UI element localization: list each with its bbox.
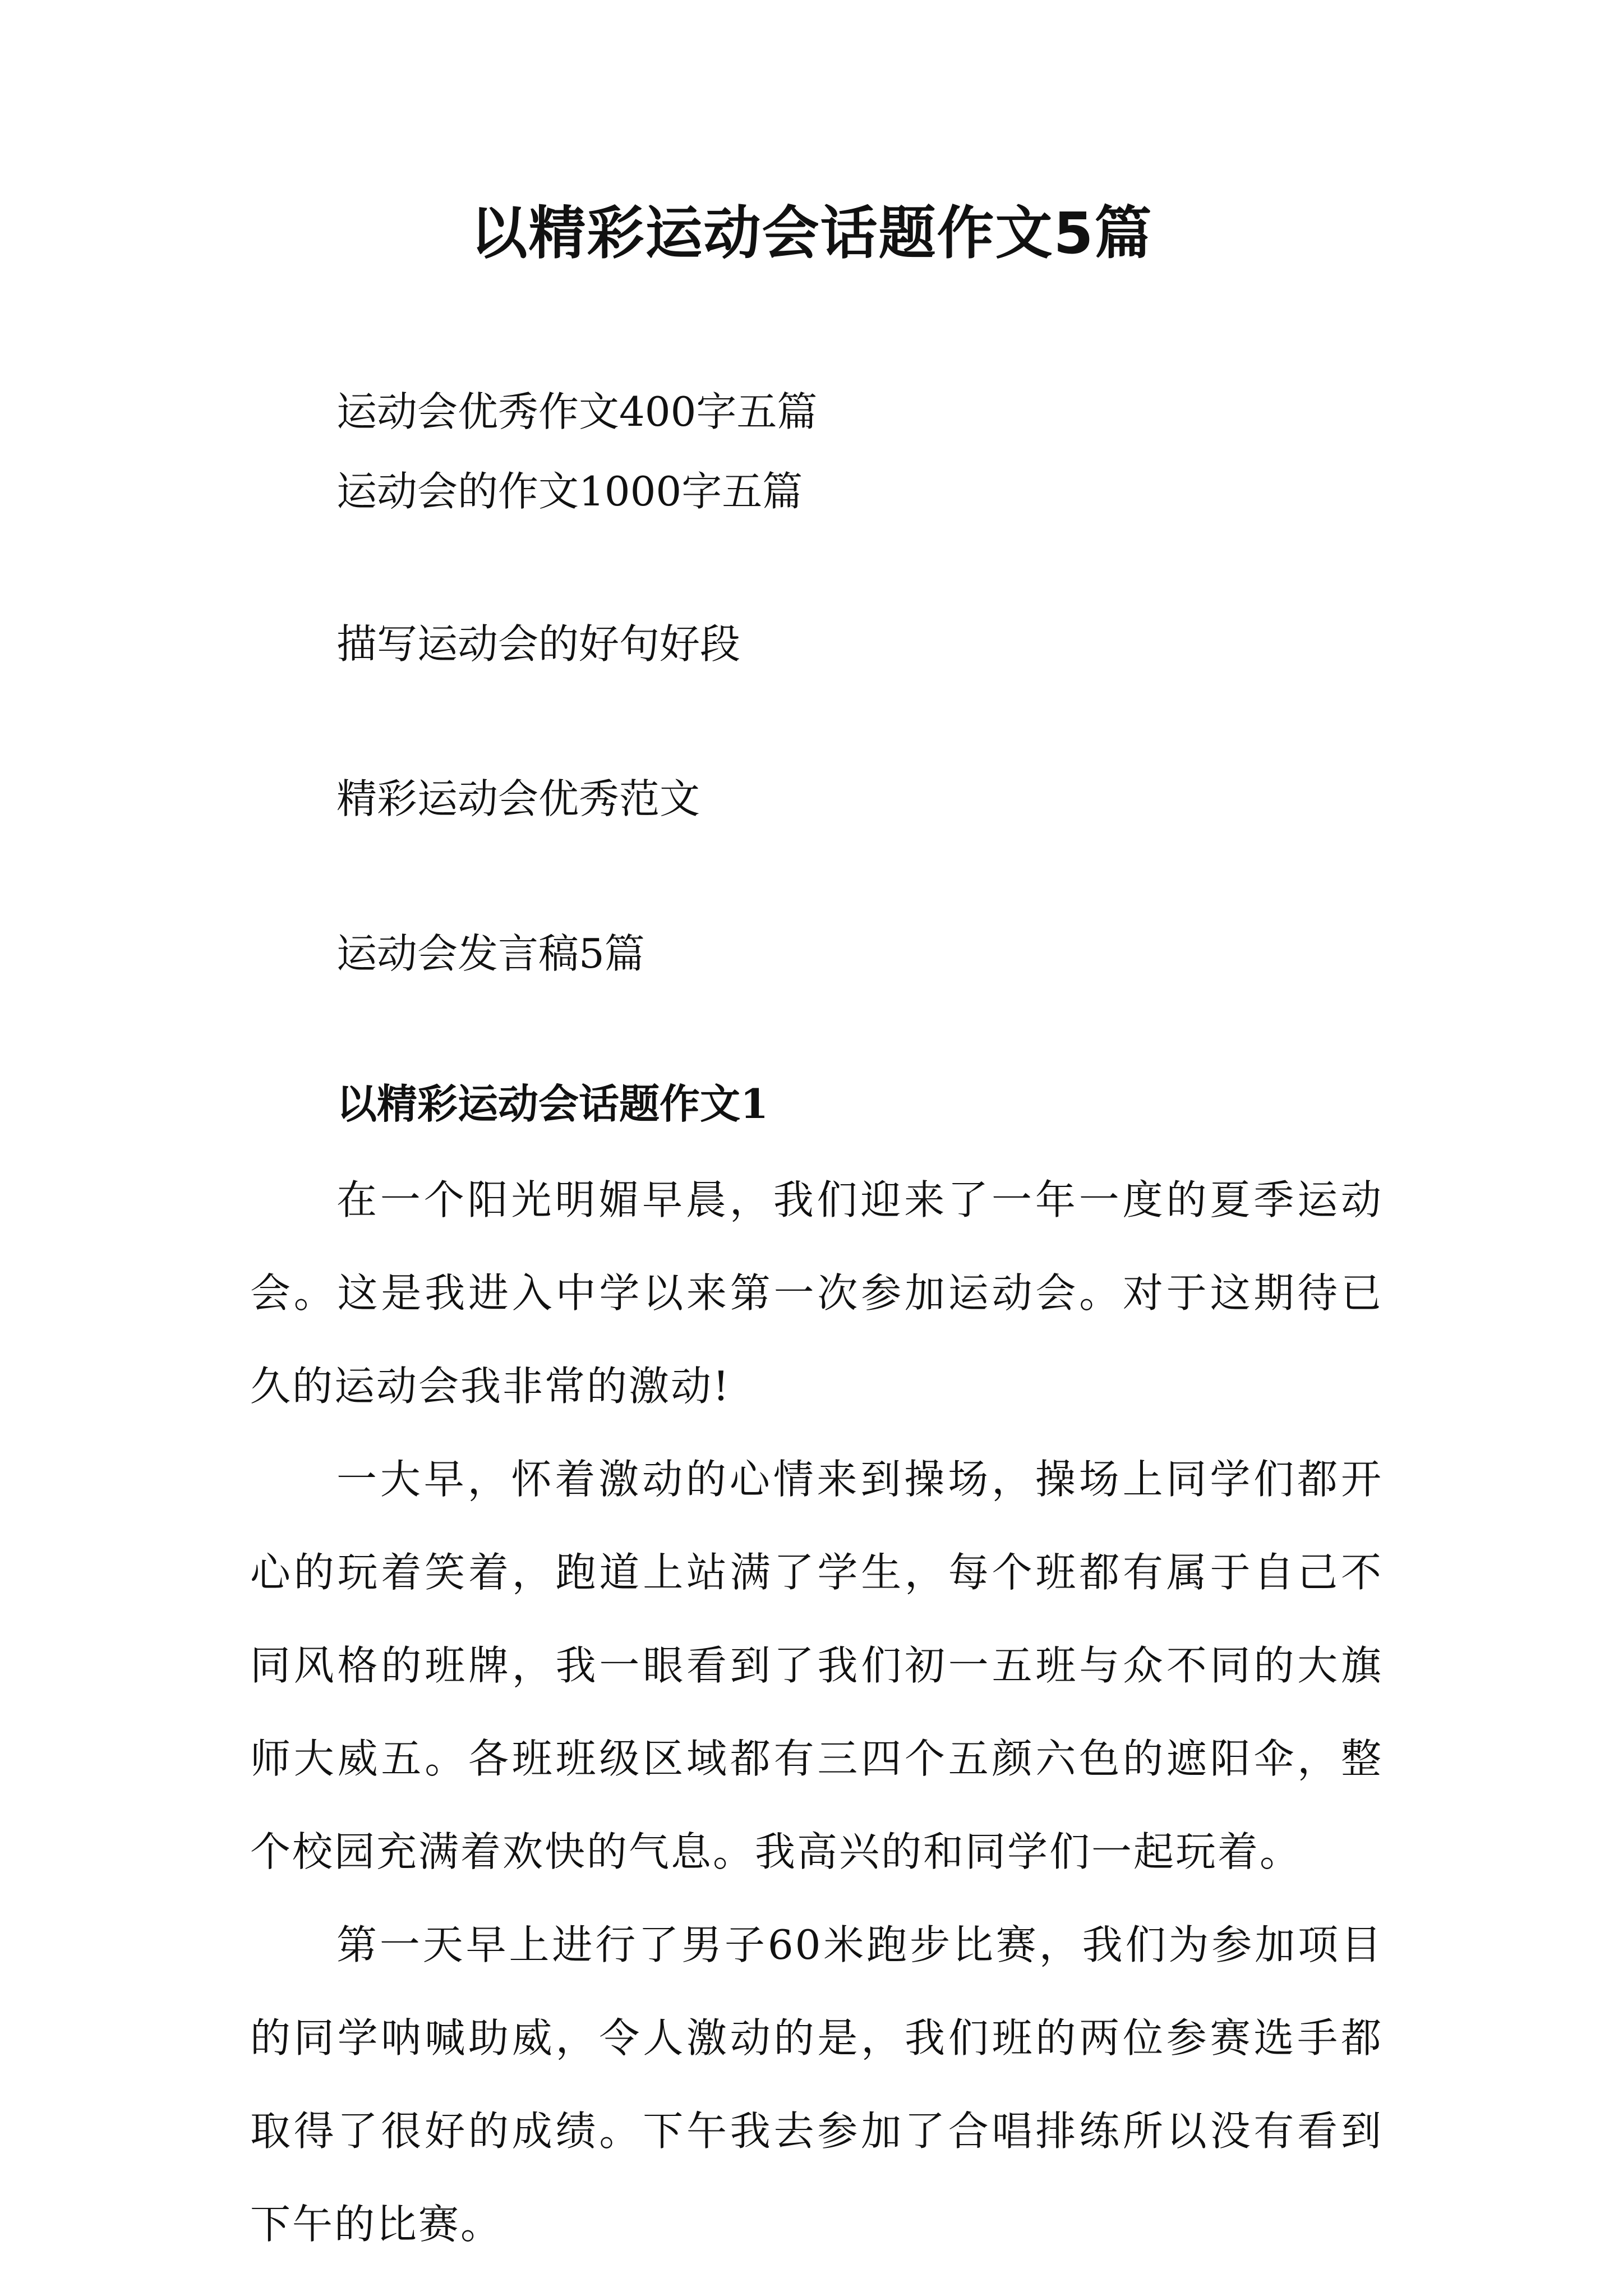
related-link-3[interactable]: 描写运动会的好句好段 bbox=[336, 620, 741, 668]
related-link-4[interactable]: 精彩运动会优秀范文 bbox=[336, 775, 700, 822]
related-link-1[interactable]: 运动会优秀作文400字五篇 bbox=[336, 388, 818, 435]
related-link-5[interactable]: 运动会发言稿5篇 bbox=[336, 930, 645, 977]
essay-body bbox=[250, 1153, 1383, 2271]
paragraph-3: 第一天早上进行了男子60米跑步比赛，我们为参加项目的同学呐喊助威，令人激动的是，我们班的两位参赛选手都取得了很好的成绩。下午我去参加了合唱排练所以没有看到下午的比赛。 bbox=[250, 1921, 1383, 2248]
paragraph-2: 一大早，怀着激动的心情来到操场，操场上同学们都开心的玩着笑着，跑道上站满了学生，每个班都有属于自己不同风格的班牌，我一眼看到了我们初一五班与众不同的大旗师大威五。各班班级区域都有三四个五颜六色的遮阳伞，整个校园充满着欢快的气息。我高兴的和同学们一起玩着。 bbox=[250, 1456, 1383, 1875]
paragraph-1: 在一个阳光明媚早晨，我们迎来了一年一度的夏季运动会。这是我进入中学以来第一次参加运动会。对于这期待已久的运动会我非常的激动! bbox=[250, 1176, 1383, 1410]
section-heading: 以精彩运动会话题作文1 bbox=[336, 1080, 769, 1128]
related-link-2[interactable]: 运动会的作文1000字五篇 bbox=[336, 468, 803, 515]
document-title: 以精彩运动会话题作文5篇 bbox=[470, 200, 1153, 267]
